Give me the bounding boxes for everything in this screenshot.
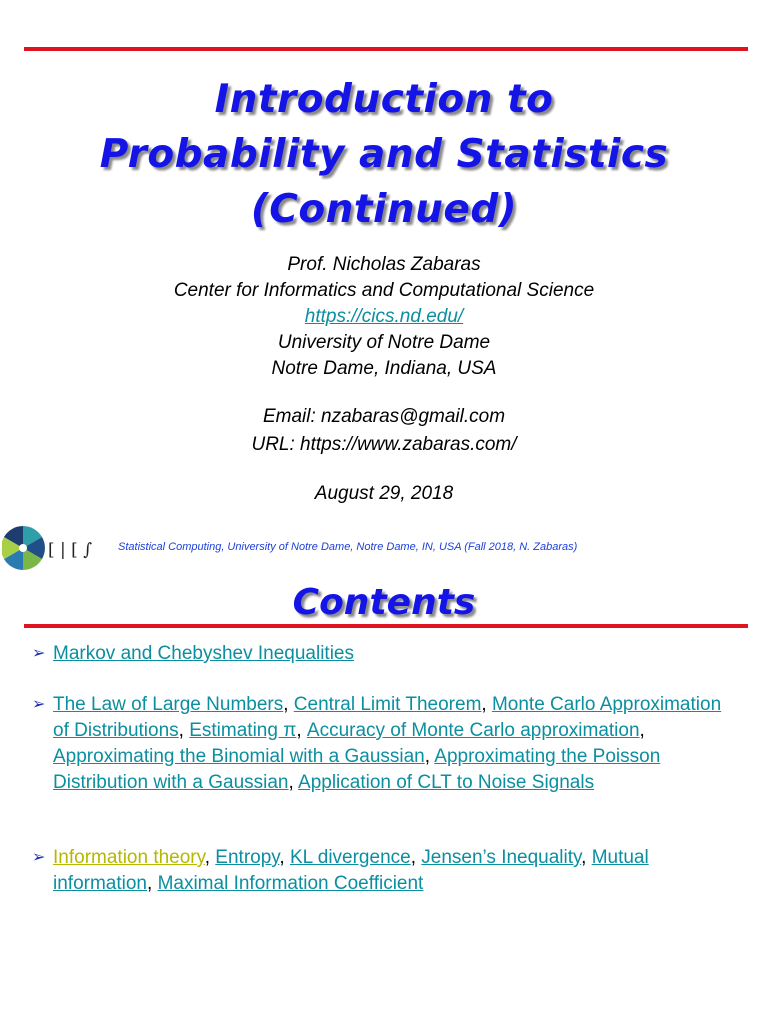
title-line-3: (Continued): [250, 187, 518, 232]
separator: ,: [639, 720, 645, 741]
logo-lettering: [ | [ ∫: [48, 540, 92, 560]
lecture-date: August 29, 2018: [314, 483, 454, 504]
separator: ,: [279, 847, 290, 868]
link-kl-divergence[interactable]: KL divergence: [289, 847, 411, 868]
email-label: Email:: [262, 406, 322, 427]
top-divider: [24, 47, 748, 51]
arrow-bullet-icon: ➢: [32, 696, 46, 713]
center-url-link[interactable]: https://cics.nd.edu/: [304, 306, 464, 327]
link-entropy[interactable]: Entropy: [215, 847, 280, 868]
slide-title: [0, 72, 768, 237]
separator: ,: [147, 873, 158, 894]
contents-heading: Contents: [292, 582, 476, 623]
link-central-limit-theorem[interactable]: Central Limit Theorem: [293, 694, 482, 715]
link-maximal-information-coefficient[interactable]: Maximal Information Coefficient: [157, 873, 424, 894]
separator: ,: [410, 847, 422, 868]
separator: ,: [424, 746, 435, 767]
cics-logo-icon: [2, 524, 92, 572]
contents-divider: [24, 624, 748, 628]
link-monte-carlo-approximation[interactable]: Monte Carlo Approximation of Distributions: [53, 694, 722, 741]
author-info: [0, 252, 768, 382]
contact-info: [0, 403, 768, 459]
link-clt-noise-signals[interactable]: Application of CLT to Noise Signals: [298, 772, 595, 793]
contents-item-2: [32, 692, 732, 796]
slide-footer: Statistical Computing, University of Notre Dame, Notre Dame, IN, USA (Fall 2018, N. Zabaras): [118, 541, 578, 553]
separator: ,: [288, 772, 299, 793]
author-location: Notre Dame, Indiana, USA: [271, 358, 497, 379]
author-center: Center for Informatics and Computational Science: [173, 280, 595, 301]
title-line-1: Introduction to: [214, 77, 554, 122]
link-accuracy-monte-carlo[interactable]: Accuracy of Monte Carlo approximation: [306, 720, 640, 741]
separator: ,: [481, 694, 492, 715]
title-line-2: Probability and Statistics: [99, 132, 669, 177]
separator: ,: [204, 847, 216, 868]
email-link[interactable]: nzabaras@gmail.com: [321, 406, 506, 427]
url-label: URL:: [251, 434, 301, 455]
separator: ,: [296, 720, 307, 741]
separator: ,: [178, 720, 190, 741]
link-binomial-gaussian[interactable]: Approximating the Binomial with a Gaussian: [53, 746, 425, 767]
link-jensens-inequality[interactable]: Jensen’s Inequality: [421, 847, 582, 868]
contents-item-3: [32, 845, 732, 897]
link-estimating-pi[interactable]: Estimating π: [189, 720, 297, 741]
link-information-theory[interactable]: Information theory: [53, 847, 205, 868]
arrow-bullet-icon: ➢: [32, 645, 46, 662]
link-mutual-information[interactable]: Mutual information: [53, 847, 649, 894]
link-markov-chebyshev[interactable]: Markov and Chebyshev Inequalities: [53, 643, 355, 664]
link-poisson-gaussian[interactable]: Approximating the Poisson Distribution with a Gaussian: [53, 746, 661, 793]
author-university: University of Notre Dame: [277, 332, 491, 353]
contents-item-1: [32, 641, 732, 667]
arrow-bullet-icon: ➢: [32, 849, 46, 866]
link-law-large-numbers[interactable]: The Law of Large Numbers: [53, 694, 284, 715]
author-name: Prof. Nicholas Zabaras: [287, 254, 481, 275]
separator: ,: [283, 694, 294, 715]
separator: ,: [581, 847, 592, 868]
homepage-link[interactable]: https://www.zabaras.com/: [300, 434, 517, 455]
